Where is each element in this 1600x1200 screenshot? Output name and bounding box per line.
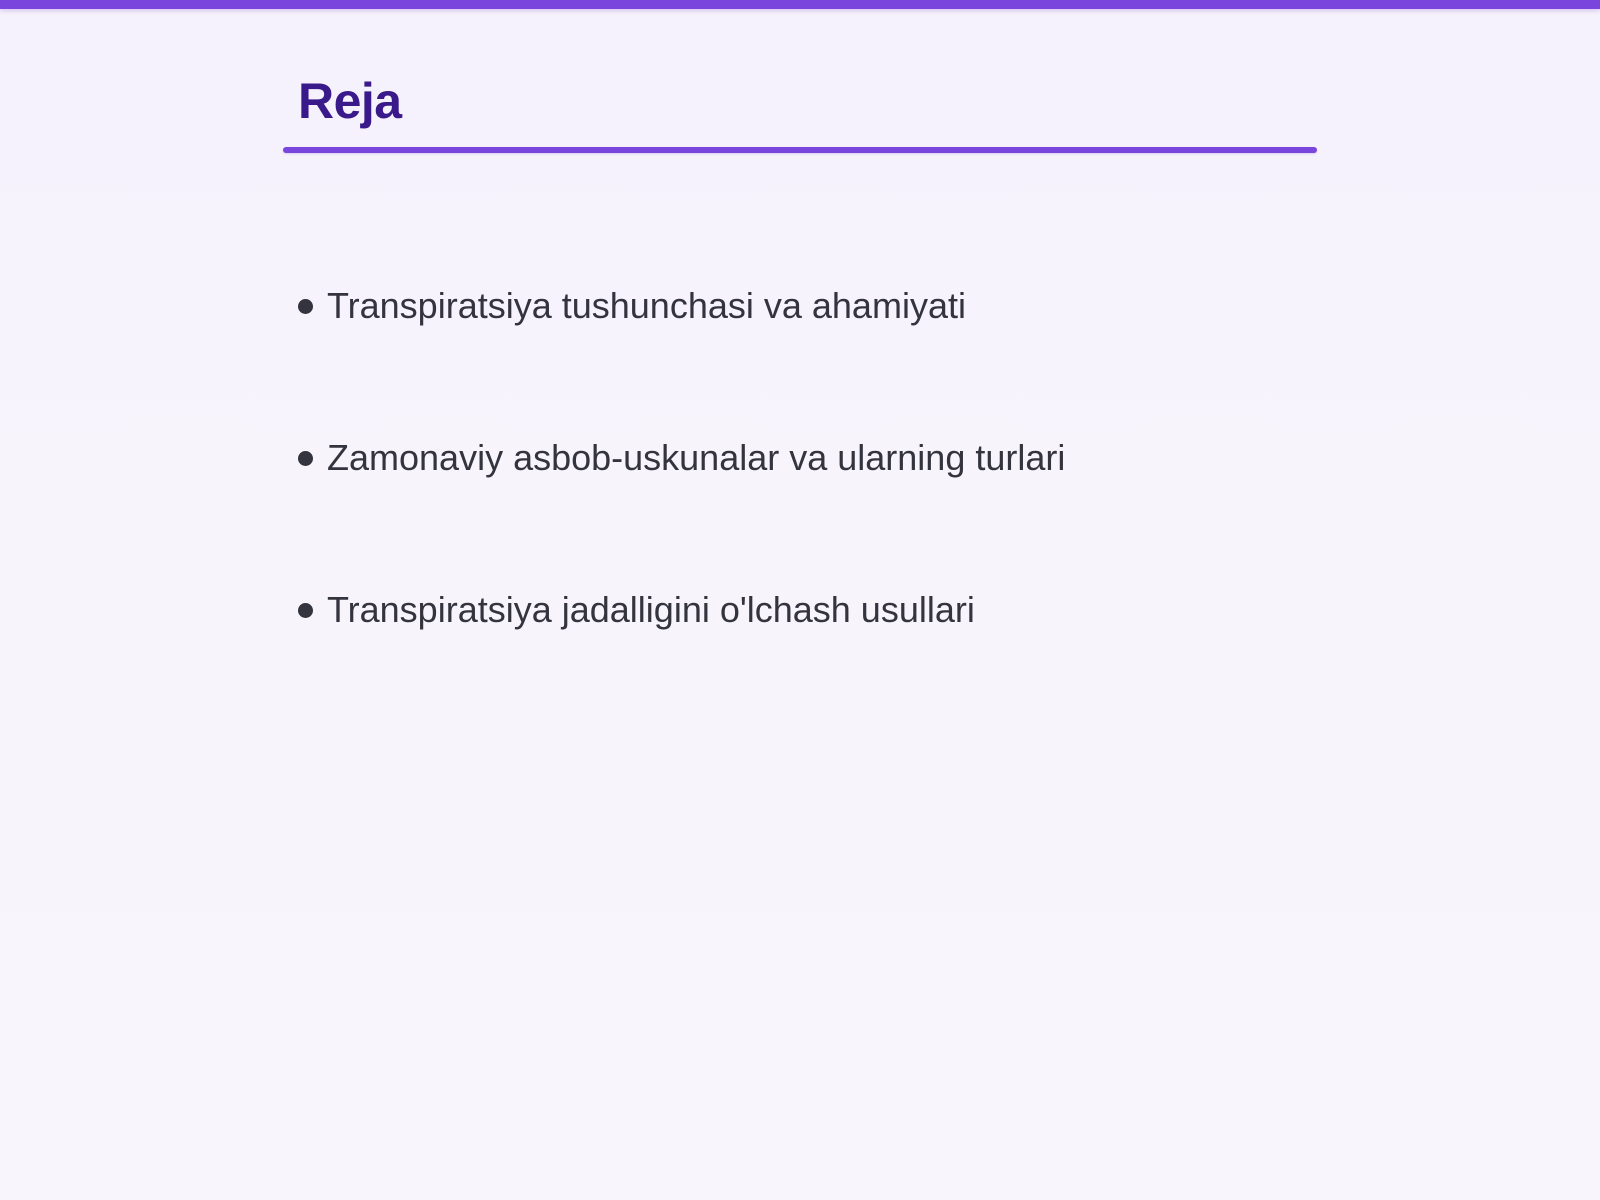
- list-item: [298, 432, 1298, 584]
- slide-title: Reja: [298, 73, 402, 129]
- list-item: [298, 584, 1298, 736]
- title-underline: [283, 147, 1317, 153]
- bullet-icon: [298, 299, 313, 314]
- bullet-text: Transpiratsiya jadalligini o'lchash usullari: [327, 589, 975, 630]
- bullet-list: [298, 280, 1298, 736]
- bullet-icon: [298, 603, 313, 618]
- top-accent-bar: [0, 0, 1600, 9]
- bullet-icon: [298, 451, 313, 466]
- bullet-text: Transpiratsiya tushunchasi va ahamiyati: [327, 285, 966, 326]
- bullet-text: Zamonaviy asbob-uskunalar va ularning turlari: [327, 437, 1066, 478]
- list-item: [298, 280, 1298, 432]
